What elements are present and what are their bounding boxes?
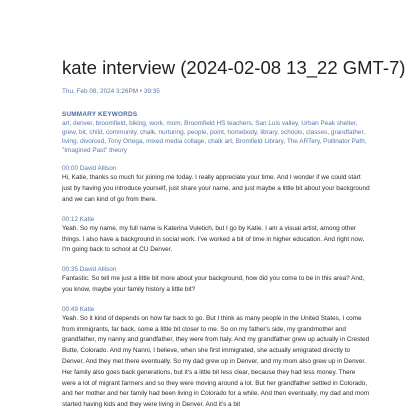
- speaker-text: Fantastic. So tell me just a little bit more about your background, how did you come to be in this area? And, you know, maybe your family history a little bit?: [62, 275, 365, 293]
- transcript-entry: [62, 265, 370, 296]
- transcript-entry: [62, 215, 370, 256]
- document-title: kate interview (2024-02-08 13_22 GMT-7): [62, 57, 405, 78]
- speaker-text: Hi, Katie, thanks so much for joining me today. I really appreciate your time. And I wonder if we could start just by having you introduce yourself, just share your name, and just maybe a little bit about your background and we can kind of go from there.: [62, 174, 370, 203]
- speaker-timestamp: 00:00 David Allison: [62, 165, 117, 173]
- summary-keywords-text: art, denver, broomfield, biking, work, mom, Broomfield HS teachers, San Luis valley, Urban Peak shelter, grew, bit, child, community, chalk, nurturing, people, point, homebody, library, schools, classes, grandfather, living, divorced, Tony Ortega, mixed media collage, chalk art, Bromfield Library, The ARTery, Pollinator Path, "Imagined Past" theory: [62, 120, 367, 155]
- document-meta: Thu, Feb 08, 2024 3:26PM • 39:35: [62, 88, 160, 95]
- speaker-text: Yeah. So it kind of depends on how far back to go. But I think as many people in the United States, I come from immigrants, far back, some a little bit closer to me. So on my father's side, my grandmother and grandfather, my nanny and grandfather, they were from Italy. And my grandfather grew up actually in Crested Butte, Colorado. And my Nanni, I believe, when she first immigrated, she actually emigrated directly to Denver. And they met there eventually. So my dad grew up in Denver, and my mom also grew up in Denver. Her family also goes back generations, but it's a little bit less clear, because they had less money. There were a lot of migrant farmers and so they were moving around a lot. But her grandfather settled in Colorado, and her mother and her family had been living in Colorado for a while. And then eventually, my dad and mom started having kids and they were living in Denver. And it's a bit: [62, 314, 370, 409]
- summary-keywords-heading: SUMMARY KEYWORDS: [62, 111, 138, 118]
- speaker-timestamp: 00:12 Katie: [62, 215, 95, 223]
- transcript-entry: [62, 305, 370, 411]
- speaker-timestamp: 00:35 David Allison: [62, 266, 117, 274]
- speaker-text: Yeah. So my name, my full name is Katerina Vuletich, but I go by Katie. I am a visual artist, among other things. I also have a background in social work. I've worked a bit of time in higher education. And right now, I'm going back to school at CU Denver.: [62, 224, 365, 254]
- speaker-timestamp: 00:49 Katie: [62, 305, 95, 313]
- transcript-entry: [62, 164, 370, 205]
